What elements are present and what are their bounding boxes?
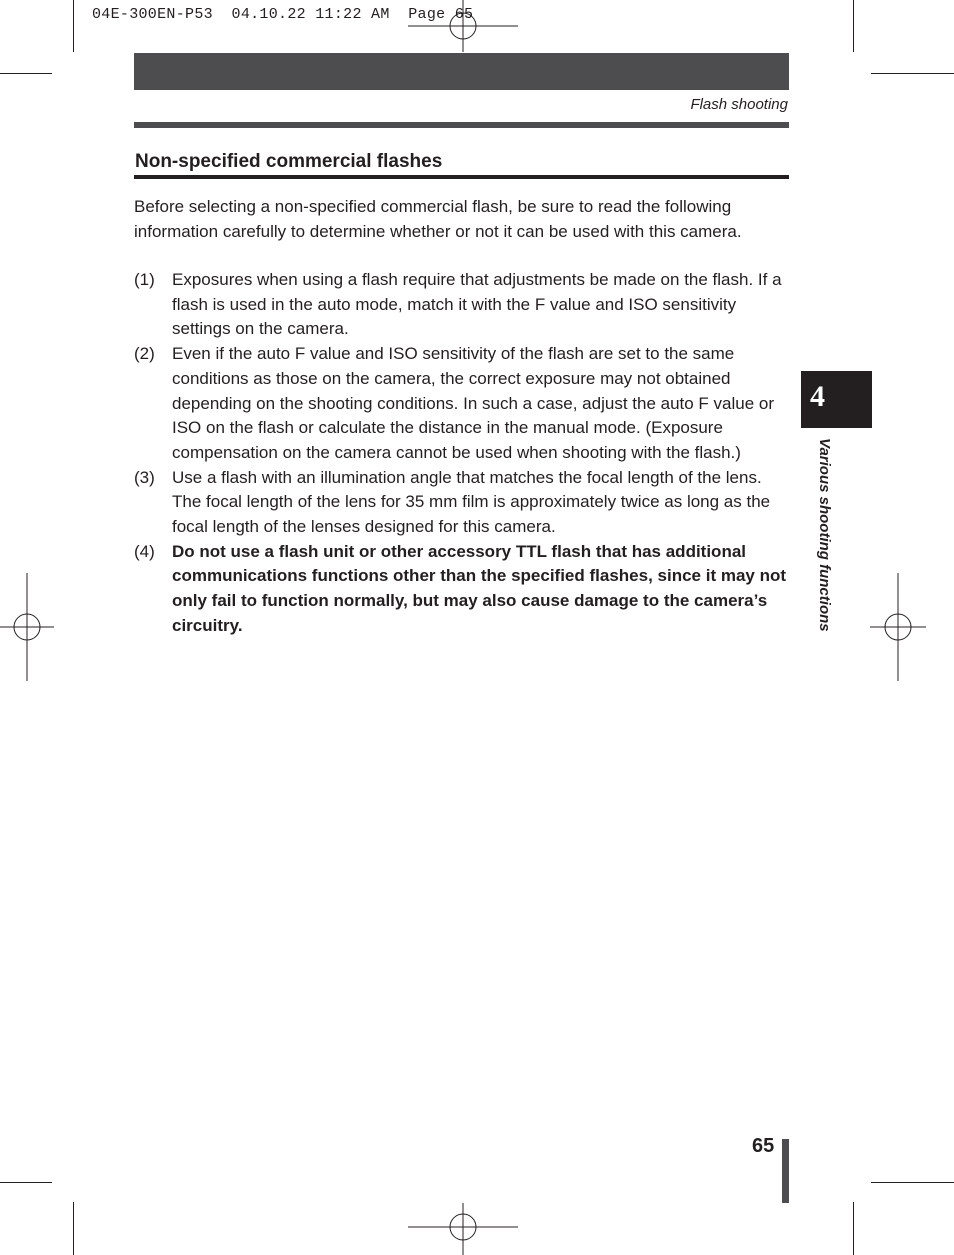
list-item-number: (1) (134, 270, 155, 289)
section-rule (134, 175, 789, 179)
list-item-text: Even if the auto F value and ISO sensitivity of the flash are set to the same conditions as those on the camera, the correct exposure may not obtained depending on the shooting conditions. In such a case, adjust the auto F value or ISO on the flash or calculate the distance in the manual mode. (Exposure compensation on the camera cannot be used when shooting with the flash.) (172, 344, 775, 462)
list-item-text: Exposures when using a flash require that adjustments be made on the flash. If a flash is used in the auto mode, match it with the F value and ISO sensitivity settings on the camera. (172, 270, 782, 339)
list-item (134, 268, 794, 342)
crop-mark (73, 1202, 74, 1255)
print-slug: 04E-300EN-P53 04.10.22 11:22 AM Page 65 (92, 6, 474, 23)
crop-mark (871, 73, 954, 74)
crop-mark (0, 73, 52, 74)
list-item (134, 342, 794, 466)
crop-mark (73, 0, 74, 52)
crop-mark (853, 1202, 854, 1255)
list-item-text: Use a flash with an illumination angle that matches the focal length of the lens. The focal length of the lens for 35 mm film is approximately twice as long as the focal length of the lenses designed for this camera. (172, 467, 771, 537)
crop-mark (871, 1182, 954, 1183)
list-item (134, 466, 794, 540)
list-item-number: (4) (134, 541, 155, 561)
header-rule (134, 122, 789, 128)
page-number: 65 (752, 1135, 775, 1157)
section-heading: Non-specified commercial flashes (135, 151, 443, 172)
chapter-number: 4 (810, 380, 825, 413)
crop-mark (853, 0, 854, 52)
chapter-side-label (811, 438, 835, 668)
list-item-number: (3) (134, 467, 155, 487)
intro-paragraph: Before selecting a non-specified commercial flash, be sure to read the following information carefully to determine whether or not it can be used with this camera. (134, 197, 742, 241)
crop-mark (0, 1182, 52, 1183)
registration-mark-top (408, 0, 518, 52)
registration-mark-right (870, 573, 926, 681)
list-item-number: (2) (134, 344, 155, 364)
numbered-list (134, 268, 794, 639)
registration-mark-left (0, 573, 54, 681)
chapter-side-label-text: Various shooting functions (816, 438, 833, 632)
registration-mark-bottom (408, 1203, 518, 1255)
list-item-text: Do not use a flash unit or other accessory TTL flash that has additional communications functions other than the specified flashes, since it may not only fail to function normally, but may also cause damage to the camera’s circuitry. (172, 541, 787, 635)
list-item-warning (134, 540, 794, 639)
page-number-bar (782, 1139, 789, 1203)
running-header-title: Flash shooting (690, 96, 788, 113)
header-bar (134, 53, 789, 90)
